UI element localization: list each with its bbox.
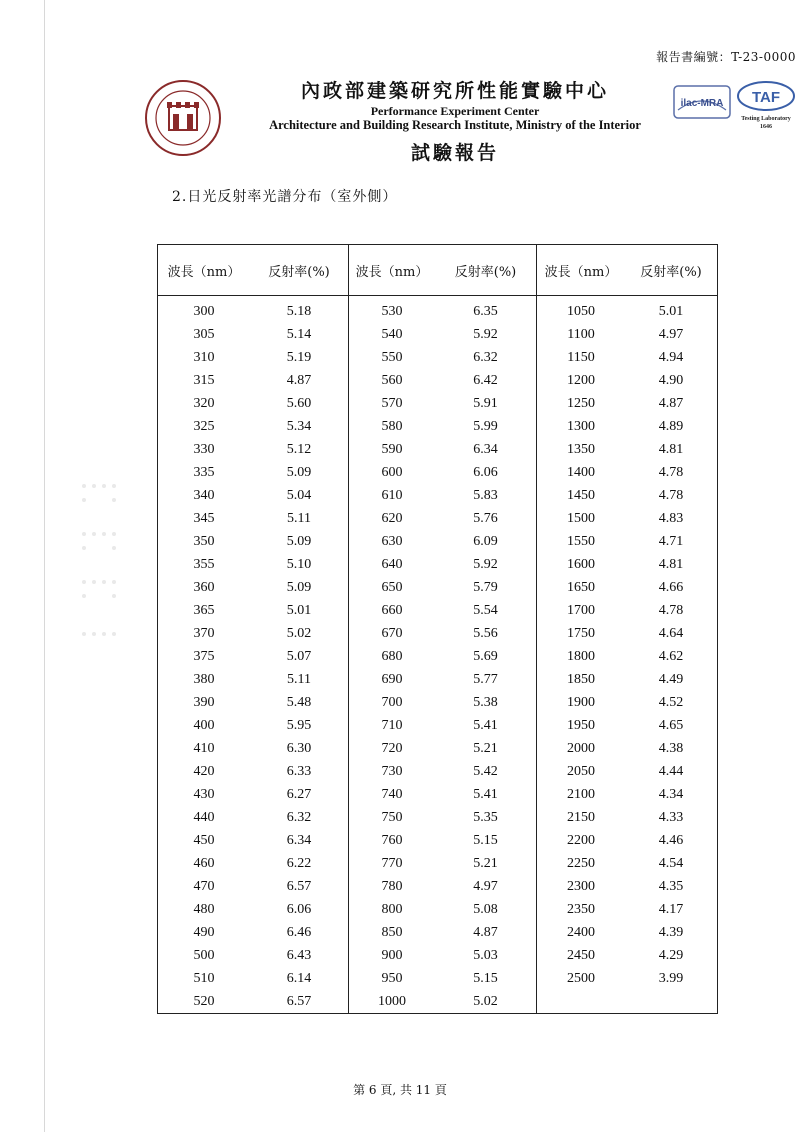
svg-text:TAF: TAF bbox=[751, 89, 781, 106]
wavelength-cell: 520 bbox=[193, 993, 215, 1009]
wavelength-cell: 1200 bbox=[567, 372, 595, 388]
reflectance-cell: 4.34 bbox=[658, 786, 684, 802]
wavelength-cell: 640 bbox=[381, 556, 403, 572]
reflectance-cell: 4.87 bbox=[435, 921, 537, 944]
wavelength-cell: 410 bbox=[193, 740, 215, 756]
reflectance-cell: 5.83 bbox=[435, 484, 537, 507]
wavelength-cell: 400 bbox=[193, 717, 215, 733]
reflectance-cell: 4.39 bbox=[658, 924, 684, 940]
wavelength-cell: 600 bbox=[381, 464, 403, 480]
section-title: 2.日光反射率光譜分布（室外側） bbox=[172, 189, 398, 205]
reflectance-cell: 6.30 bbox=[250, 737, 349, 760]
wavelength-cell: 1750 bbox=[567, 625, 595, 641]
reflectance-cell: 4.66 bbox=[658, 579, 684, 595]
reflectance-cell: 4.87 bbox=[658, 395, 684, 411]
reflectance-cell: 4.94 bbox=[658, 349, 684, 365]
wavelength-cell: 720 bbox=[381, 740, 403, 756]
institute-title-english-2: Architecture and Building Research Institute, Ministry of the Interior bbox=[269, 118, 641, 132]
reflectance-cell: 6.09 bbox=[435, 530, 537, 553]
table-row bbox=[158, 829, 718, 852]
wavelength-cell: 370 bbox=[193, 625, 215, 641]
wavelength-cell: 950 bbox=[381, 970, 403, 986]
wavelength-cell: 365 bbox=[193, 602, 215, 618]
table-row bbox=[158, 530, 718, 553]
institute-title-english-1: Performance Experiment Center bbox=[370, 104, 540, 118]
wavelength-cell: 1550 bbox=[567, 533, 595, 549]
wavelength-cell: 560 bbox=[381, 372, 403, 388]
reflectance-cell: 5.92 bbox=[435, 323, 537, 346]
wavelength-cell: 480 bbox=[193, 901, 215, 917]
wavelength-cell: 1350 bbox=[567, 441, 595, 457]
table-row bbox=[158, 875, 718, 898]
reflectance-cell bbox=[625, 990, 718, 1014]
reflectance-cell: 4.83 bbox=[658, 510, 684, 526]
reflectance-cell: 5.99 bbox=[435, 415, 537, 438]
reflectance-cell: 5.54 bbox=[435, 599, 537, 622]
header-wavelength-1: 波長（nm） bbox=[158, 245, 251, 296]
wavelength-cell: 345 bbox=[193, 510, 215, 526]
table-row bbox=[158, 576, 718, 599]
wavelength-cell: 850 bbox=[381, 924, 403, 940]
reflectance-cell: 4.65 bbox=[658, 717, 684, 733]
wavelength-cell: 375 bbox=[193, 648, 215, 664]
table-row bbox=[158, 392, 718, 415]
table-row bbox=[158, 691, 718, 714]
reflectance-cell: 4.78 bbox=[658, 464, 684, 480]
reflectance-cell: 5.03 bbox=[435, 944, 537, 967]
wavelength-cell: 550 bbox=[381, 349, 403, 365]
reflectance-cell: 5.95 bbox=[250, 714, 349, 737]
reflectance-cell: 4.89 bbox=[658, 418, 684, 434]
table-row bbox=[158, 553, 718, 576]
wavelength-cell: 680 bbox=[381, 648, 403, 664]
wavelength-cell: 315 bbox=[193, 372, 215, 388]
ilac-mra-logo bbox=[672, 80, 732, 124]
wavelength-cell: 620 bbox=[381, 510, 403, 526]
wavelength-cell: 440 bbox=[193, 809, 215, 825]
wavelength-cell: 2250 bbox=[567, 855, 595, 871]
reflectance-cell: 6.32 bbox=[435, 346, 537, 369]
reflectance-cell: 5.41 bbox=[435, 783, 537, 806]
wavelength-cell: 390 bbox=[193, 694, 215, 710]
svg-text:1646: 1646 bbox=[760, 124, 772, 130]
reflectance-cell: 5.07 bbox=[250, 645, 349, 668]
reflectance-cell: 6.27 bbox=[250, 783, 349, 806]
page-footer: 第 6 頁, 共 11 頁 bbox=[353, 1083, 447, 1097]
reflectance-cell: 5.69 bbox=[435, 645, 537, 668]
reflectance-cell: 4.35 bbox=[658, 878, 684, 894]
table-row bbox=[158, 737, 718, 760]
reflectance-cell: 6.14 bbox=[250, 967, 349, 990]
wavelength-cell: 1650 bbox=[567, 579, 595, 595]
table-row bbox=[158, 714, 718, 737]
wavelength-cell: 770 bbox=[381, 855, 403, 871]
wavelength-cell: 1700 bbox=[567, 602, 595, 618]
reflectance-cell: 4.29 bbox=[658, 947, 684, 963]
institute-title-chinese: 內政部建築研究所性能實驗中心 bbox=[300, 80, 609, 102]
reflectance-cell: 5.11 bbox=[250, 507, 349, 530]
report-number: 報告書編號：T-23-0000 bbox=[656, 50, 796, 64]
wavelength-cell: 590 bbox=[381, 441, 403, 457]
reflectance-cell: 6.34 bbox=[435, 438, 537, 461]
reflectance-cell: 5.38 bbox=[435, 691, 537, 714]
wavelength-cell: 510 bbox=[193, 970, 215, 986]
reflectance-cell: 6.33 bbox=[250, 760, 349, 783]
wavelength-cell: 750 bbox=[381, 809, 403, 825]
wavelength-cell: 1300 bbox=[567, 418, 595, 434]
reflectance-cell: 5.15 bbox=[435, 829, 537, 852]
table-row bbox=[158, 484, 718, 507]
reflectance-cell: 5.15 bbox=[435, 967, 537, 990]
wavelength-cell: 1150 bbox=[567, 349, 595, 365]
wavelength-cell: 310 bbox=[193, 349, 215, 365]
table-row bbox=[158, 296, 718, 324]
wavelength-cell: 450 bbox=[193, 832, 215, 848]
reflectance-cell: 5.42 bbox=[435, 760, 537, 783]
reflectance-cell: 4.52 bbox=[658, 694, 684, 710]
table-row bbox=[158, 507, 718, 530]
reflectance-cell: 5.14 bbox=[250, 323, 349, 346]
wavelength-cell: 650 bbox=[381, 579, 403, 595]
reflectance-cell: 4.71 bbox=[658, 533, 684, 549]
reflectance-cell: 4.44 bbox=[658, 763, 684, 779]
header-reflectance-2: 反射率(%) bbox=[435, 245, 537, 296]
table-row bbox=[158, 921, 718, 944]
wavelength-cell: 490 bbox=[193, 924, 215, 940]
reflectance-cell: 5.92 bbox=[435, 553, 537, 576]
wavelength-cell: 420 bbox=[193, 763, 215, 779]
wavelength-cell: 1800 bbox=[567, 648, 595, 664]
reflectance-cell: 5.02 bbox=[435, 990, 537, 1014]
reflectance-cell: 5.79 bbox=[435, 576, 537, 599]
wavelength-cell: 530 bbox=[381, 303, 403, 319]
reflectance-cell: 6.42 bbox=[435, 369, 537, 392]
reflectance-cell: 5.18 bbox=[250, 296, 349, 324]
wavelength-cell: 335 bbox=[193, 464, 215, 480]
table-row bbox=[158, 323, 718, 346]
reflectance-cell: 5.09 bbox=[250, 461, 349, 484]
reflectance-spectrum-table bbox=[157, 244, 718, 1014]
wavelength-cell: 780 bbox=[381, 878, 403, 894]
header-reflectance-1: 反射率(%) bbox=[250, 245, 349, 296]
reflectance-cell: 4.87 bbox=[250, 369, 349, 392]
wavelength-cell: 2450 bbox=[567, 947, 595, 963]
table-row bbox=[158, 415, 718, 438]
table-row bbox=[158, 806, 718, 829]
reflectance-cell: 4.54 bbox=[658, 855, 684, 871]
svg-text:Testing Laboratory: Testing Laboratory bbox=[741, 116, 791, 122]
reflectance-cell: 5.02 bbox=[250, 622, 349, 645]
wavelength-cell: 2200 bbox=[567, 832, 595, 848]
wavelength-cell: 1400 bbox=[567, 464, 595, 480]
table-row bbox=[158, 346, 718, 369]
header-wavelength-3: 波長（nm） bbox=[537, 245, 626, 296]
table-row bbox=[158, 967, 718, 990]
wavelength-cell: 740 bbox=[381, 786, 403, 802]
wavelength-cell bbox=[537, 990, 626, 1014]
wavelength-cell: 360 bbox=[193, 579, 215, 595]
wavelength-cell: 670 bbox=[381, 625, 403, 641]
reflectance-cell: 6.57 bbox=[250, 875, 349, 898]
table-row bbox=[158, 599, 718, 622]
reflectance-cell: 4.33 bbox=[658, 809, 684, 825]
wavelength-cell: 340 bbox=[193, 487, 215, 503]
reflectance-cell: 5.09 bbox=[250, 530, 349, 553]
header-reflectance-3: 反射率(%) bbox=[625, 245, 718, 296]
wavelength-cell: 320 bbox=[193, 395, 215, 411]
reflectance-cell: 4.81 bbox=[658, 556, 684, 572]
wavelength-cell: 430 bbox=[193, 786, 215, 802]
wavelength-cell: 380 bbox=[193, 671, 215, 687]
header-wavelength-2: 波長（nm） bbox=[349, 245, 436, 296]
reflectance-cell: 5.76 bbox=[435, 507, 537, 530]
wavelength-cell: 1950 bbox=[567, 717, 595, 733]
wavelength-cell: 1900 bbox=[567, 694, 595, 710]
wavelength-cell: 1050 bbox=[567, 303, 595, 319]
reflectance-cell: 6.22 bbox=[250, 852, 349, 875]
svg-text:ilac-MRA: ilac-MRA bbox=[680, 98, 724, 109]
reflectance-cell: 5.35 bbox=[435, 806, 537, 829]
reflectance-cell: 5.04 bbox=[250, 484, 349, 507]
table-row bbox=[158, 369, 718, 392]
table-row bbox=[158, 668, 718, 691]
wavelength-cell: 900 bbox=[381, 947, 403, 963]
table-row bbox=[158, 944, 718, 967]
reflectance-cell: 5.41 bbox=[435, 714, 537, 737]
reflectance-cell: 5.10 bbox=[250, 553, 349, 576]
wavelength-cell: 1600 bbox=[567, 556, 595, 572]
reflectance-cell: 6.34 bbox=[250, 829, 349, 852]
wavelength-cell: 700 bbox=[381, 694, 403, 710]
wavelength-cell: 660 bbox=[381, 602, 403, 618]
table-row bbox=[158, 760, 718, 783]
wavelength-cell: 2500 bbox=[567, 970, 595, 986]
wavelength-cell: 1450 bbox=[567, 487, 595, 503]
wavelength-cell: 570 bbox=[381, 395, 403, 411]
table-row bbox=[158, 438, 718, 461]
reflectance-cell: 5.21 bbox=[435, 852, 537, 875]
reflectance-cell: 4.62 bbox=[658, 648, 684, 664]
reflectance-cell: 5.11 bbox=[250, 668, 349, 691]
wavelength-cell: 2400 bbox=[567, 924, 595, 940]
table-row bbox=[158, 783, 718, 806]
reflectance-cell: 5.48 bbox=[250, 691, 349, 714]
wavelength-cell: 1850 bbox=[567, 671, 595, 687]
abri-seal-logo bbox=[143, 78, 223, 158]
table-header-row bbox=[158, 245, 718, 296]
wavelength-cell: 730 bbox=[381, 763, 403, 779]
wavelength-cell: 500 bbox=[193, 947, 215, 963]
wavelength-cell: 470 bbox=[193, 878, 215, 894]
taf-logo bbox=[734, 80, 798, 140]
reflectance-cell: 5.09 bbox=[250, 576, 349, 599]
reflectance-cell: 5.21 bbox=[435, 737, 537, 760]
reflectance-cell: 5.01 bbox=[658, 303, 684, 319]
wavelength-cell: 2000 bbox=[567, 740, 595, 756]
reflectance-cell: 4.78 bbox=[658, 602, 684, 618]
reflectance-cell: 4.97 bbox=[658, 326, 684, 342]
wavelength-cell: 330 bbox=[193, 441, 215, 457]
letterhead bbox=[0, 72, 800, 172]
reflectance-cell: 5.12 bbox=[250, 438, 349, 461]
wavelength-cell: 325 bbox=[193, 418, 215, 434]
reflectance-cell: 5.60 bbox=[250, 392, 349, 415]
reflectance-cell: 6.46 bbox=[250, 921, 349, 944]
wavelength-cell: 2350 bbox=[567, 901, 595, 917]
reflectance-cell: 6.35 bbox=[435, 296, 537, 324]
reflectance-cell: 4.46 bbox=[658, 832, 684, 848]
wavelength-cell: 610 bbox=[381, 487, 403, 503]
wavelength-cell: 300 bbox=[193, 303, 215, 319]
reflectance-cell: 6.57 bbox=[250, 990, 349, 1014]
wavelength-cell: 305 bbox=[193, 326, 215, 342]
reflectance-cell: 4.97 bbox=[435, 875, 537, 898]
reflectance-cell: 4.49 bbox=[658, 671, 684, 687]
reflectance-cell: 5.01 bbox=[250, 599, 349, 622]
reflectance-cell: 4.17 bbox=[658, 901, 684, 917]
reflectance-cell: 4.64 bbox=[658, 625, 684, 641]
wavelength-cell: 1000 bbox=[378, 993, 406, 1009]
wavelength-cell: 1100 bbox=[567, 326, 595, 342]
wavelength-cell: 2050 bbox=[567, 763, 595, 779]
reflectance-cell: 5.56 bbox=[435, 622, 537, 645]
table-row bbox=[158, 622, 718, 645]
wavelength-cell: 2300 bbox=[567, 878, 595, 894]
wavelength-cell: 760 bbox=[381, 832, 403, 848]
wavelength-cell: 355 bbox=[193, 556, 215, 572]
reflectance-cell: 5.34 bbox=[250, 415, 349, 438]
wavelength-cell: 710 bbox=[381, 717, 403, 733]
reflectance-cell: 6.32 bbox=[250, 806, 349, 829]
reflectance-cell: 4.38 bbox=[658, 740, 684, 756]
table-row bbox=[158, 645, 718, 668]
reflectance-cell: 5.19 bbox=[250, 346, 349, 369]
reflectance-cell: 5.08 bbox=[435, 898, 537, 921]
reflectance-cell: 6.06 bbox=[250, 898, 349, 921]
reflectance-cell: 3.99 bbox=[658, 970, 684, 986]
reflectance-cell: 5.77 bbox=[435, 668, 537, 691]
wavelength-cell: 350 bbox=[193, 533, 215, 549]
reflectance-cell: 6.06 bbox=[435, 461, 537, 484]
wavelength-cell: 800 bbox=[381, 901, 403, 917]
table-row bbox=[158, 852, 718, 875]
wavelength-cell: 2150 bbox=[567, 809, 595, 825]
report-title: 試驗報告 bbox=[410, 142, 499, 164]
wavelength-cell: 1500 bbox=[567, 510, 595, 526]
reflectance-cell: 5.91 bbox=[435, 392, 537, 415]
wavelength-cell: 580 bbox=[381, 418, 403, 434]
wavelength-cell: 540 bbox=[381, 326, 403, 342]
table-row bbox=[158, 990, 718, 1014]
wavelength-cell: 2100 bbox=[567, 786, 595, 802]
wavelength-cell: 460 bbox=[193, 855, 215, 871]
reflectance-cell: 4.81 bbox=[658, 441, 684, 457]
table-row bbox=[158, 461, 718, 484]
reflectance-cell: 4.90 bbox=[658, 372, 684, 388]
reflectance-cell: 4.78 bbox=[658, 487, 684, 503]
wavelength-cell: 630 bbox=[381, 533, 403, 549]
table-row bbox=[158, 898, 718, 921]
wavelength-cell: 690 bbox=[381, 671, 403, 687]
reflectance-cell: 6.43 bbox=[250, 944, 349, 967]
wavelength-cell: 1250 bbox=[567, 395, 595, 411]
